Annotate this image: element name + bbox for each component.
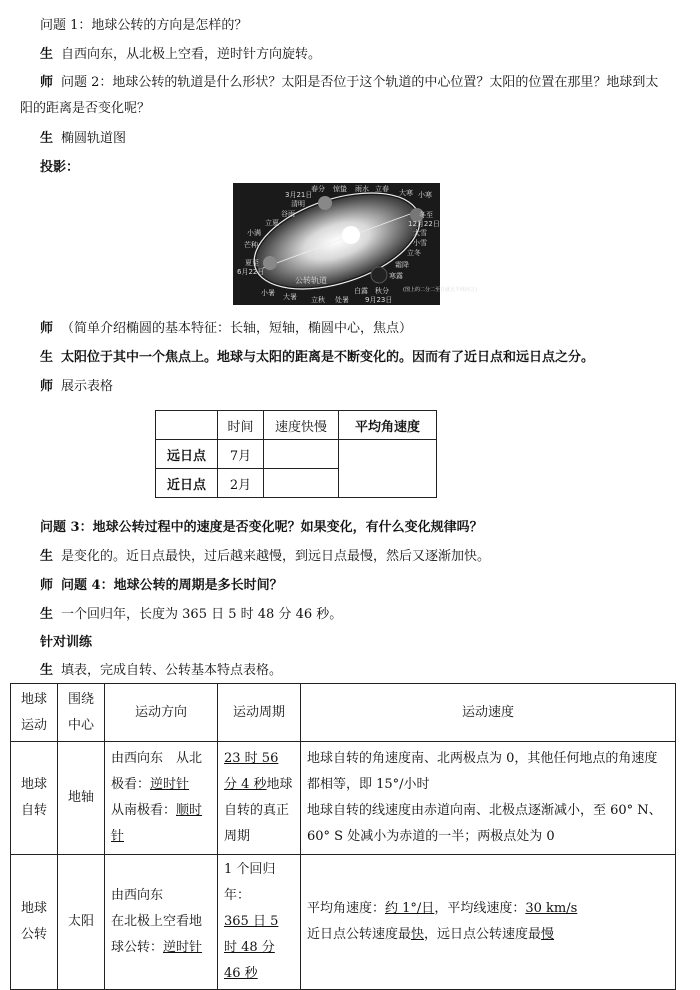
term-label: 清明 bbox=[291, 200, 305, 208]
student-answer-6 bbox=[40, 662, 282, 680]
student-answer-3 bbox=[40, 349, 594, 367]
term-label: 谷雨 bbox=[281, 210, 295, 218]
table-cell: 7月 bbox=[218, 440, 264, 469]
instruction-text: 展示表格 bbox=[61, 379, 114, 394]
direction-text: 由西向东 bbox=[111, 888, 164, 903]
period-answer: 365 日 5 时 48 分 46 秒 bbox=[224, 914, 279, 981]
student-answer-4 bbox=[40, 548, 490, 566]
term-label: 小满 bbox=[247, 229, 261, 237]
table-header-cell bbox=[156, 411, 218, 440]
role-label: 生 bbox=[40, 607, 54, 622]
direction-answer: 逆时针 bbox=[150, 777, 190, 792]
role-label: 师 bbox=[40, 321, 54, 336]
speed-line bbox=[307, 922, 669, 948]
table-cell: 地轴 bbox=[58, 742, 105, 855]
period-text: 地球自转的真正周期 bbox=[224, 777, 293, 844]
table-cell bbox=[339, 440, 437, 498]
term-label: 大雪 bbox=[413, 229, 427, 237]
student-answer-1 bbox=[40, 46, 321, 64]
speed-text: ，平均线速度： bbox=[434, 901, 526, 916]
question-text: 问题 4：地球公转的周期是多长时间？ bbox=[61, 578, 283, 593]
student-answer-5 bbox=[40, 606, 342, 624]
orbit-label: 公转轨道 bbox=[295, 276, 327, 285]
direction-text: 在北极上空看地球公转： bbox=[111, 914, 203, 955]
diagram-note: (图上的二分二至日就北半球而言) bbox=[403, 287, 477, 293]
answer-text: 是变化的。近日点最快，过后越来越慢，到远日点最慢，然后又逐渐加快。 bbox=[61, 549, 491, 564]
term-label: 3月21日 bbox=[285, 191, 313, 199]
table-cell: 近日点 bbox=[156, 469, 218, 498]
projection-label: 投影： bbox=[40, 160, 80, 175]
table-cell bbox=[105, 855, 218, 990]
term-label: 小暑 bbox=[261, 289, 275, 297]
term-label: 立冬 bbox=[407, 249, 421, 257]
table-header-cell: 运动速度 bbox=[301, 684, 676, 742]
table-cell: 太阳 bbox=[58, 855, 105, 990]
teacher-note bbox=[40, 320, 412, 338]
speed-answer: 快 bbox=[411, 927, 425, 942]
role-label: 生 bbox=[40, 131, 54, 146]
table-cell bbox=[218, 855, 301, 990]
term-label: 12月22日 bbox=[408, 220, 440, 228]
direction-text: 从南极看： bbox=[111, 803, 177, 818]
speed-answer: 约 1°/日 bbox=[385, 901, 435, 916]
perihelion-table bbox=[155, 410, 437, 498]
teacher-show-table bbox=[40, 378, 113, 396]
table-header-cell: 时间 bbox=[218, 411, 264, 440]
rotation-revolution-table bbox=[10, 683, 676, 990]
period-text: 1 个回归年： bbox=[224, 862, 276, 903]
table-header-cell: 平均角速度 bbox=[339, 411, 437, 440]
direction-text: 由西向东 从北极看： bbox=[111, 751, 203, 792]
speed-answer: 30 km/s bbox=[525, 901, 578, 916]
table-cell bbox=[301, 855, 676, 990]
term-label: 9月23日 bbox=[365, 296, 393, 304]
answer-text: 太阳位于其中一个焦点上。地球与太阳的距离是不断变化的。因而有了近日点和远日点之分。 bbox=[61, 350, 595, 365]
period-answer: 23 时 56 分 4 秒 bbox=[224, 751, 279, 792]
table-header-cell: 地球运动 bbox=[11, 684, 58, 742]
table-cell: 远日点 bbox=[156, 440, 218, 469]
speed-answer: 慢 bbox=[541, 927, 555, 942]
term-label: 白露 bbox=[354, 287, 368, 295]
table-header-cell: 围绕中心 bbox=[58, 684, 105, 742]
term-label: 大暑 bbox=[283, 293, 297, 301]
term-label: 春分 bbox=[311, 185, 325, 193]
direction-answer: 顺时针 bbox=[111, 803, 203, 844]
term-label: 立秋 bbox=[311, 296, 325, 304]
table-cell bbox=[218, 742, 301, 855]
practice-title: 针对训练 bbox=[40, 635, 93, 650]
speed-text: 地球自转的角速度南、北两极点为 0，其他任何地点的角速度都相等，即 15°/小时 bbox=[307, 751, 658, 792]
note-text: （简单介绍椭圆的基本特征：长轴，短轴，椭圆中心，焦点） bbox=[61, 321, 413, 336]
table-header-cell: 运动周期 bbox=[218, 684, 301, 742]
table-cell bbox=[105, 742, 218, 855]
role-label: 生 bbox=[40, 549, 54, 564]
role-label: 生 bbox=[40, 47, 54, 62]
term-label: 寒露 bbox=[389, 272, 403, 280]
teacher-question-2 bbox=[20, 70, 660, 122]
table-cell bbox=[264, 469, 339, 498]
term-label: 芒种 bbox=[244, 241, 258, 249]
role-label: 师 bbox=[40, 578, 54, 593]
term-label: 夏至 bbox=[245, 259, 259, 267]
term-label: 大寒 bbox=[399, 189, 413, 197]
table-cell: 地球公转 bbox=[11, 855, 58, 990]
direction-answer: 逆时针 bbox=[163, 940, 203, 955]
speed-line bbox=[307, 896, 669, 922]
answer-text: 椭圆轨道图 bbox=[61, 131, 127, 146]
term-label: 霜降 bbox=[395, 261, 409, 269]
table-header-cell: 运动方向 bbox=[105, 684, 218, 742]
term-label: 秋分 bbox=[375, 287, 389, 295]
term-label: 小雪 bbox=[413, 239, 427, 247]
role-label: 生 bbox=[40, 663, 54, 678]
answer-text: 自西向东，从北极上空看，逆时针方向旋转。 bbox=[61, 47, 322, 62]
student-answer-2 bbox=[40, 130, 126, 148]
term-label: 6月22日 bbox=[237, 268, 265, 276]
orbit-diagram bbox=[233, 183, 477, 305]
orbit-diagram-image bbox=[233, 183, 477, 305]
term-label: 处暑 bbox=[335, 296, 349, 304]
term-label: 立夏 bbox=[265, 219, 279, 227]
speed-text: 平均角速度： bbox=[307, 901, 386, 916]
role-label: 师 bbox=[40, 75, 54, 90]
question-3: 问题 3：地球公转过程中的速度是否变化呢？如果变化，有什么变化规律吗？ bbox=[40, 520, 483, 535]
term-label: 惊蛰 bbox=[333, 185, 347, 193]
speed-text: 近日点公转速度最 bbox=[307, 927, 412, 942]
role-label: 生 bbox=[40, 350, 54, 365]
speed-text: 地球自转的线速度由赤道向南、北极点逐渐减小，至 60° N、60° S 处减小为赤道的一半；两极点处为 0 bbox=[307, 803, 662, 844]
table-cell bbox=[301, 742, 676, 855]
question-text: 问题 2：地球公转的轨道是什么形状？太阳是否位于这个轨道的中心位置？太阳的位置在那里？地球到太阳的距离是否变化呢？ bbox=[20, 75, 659, 116]
term-label: 小寒 bbox=[418, 191, 432, 199]
term-label: 雨水 bbox=[355, 185, 369, 193]
term-label: 立春 bbox=[375, 185, 389, 193]
table-header-cell: 速度快慢 bbox=[264, 411, 339, 440]
answer-text: 一个回归年，长度为 365 日 5 时 48 分 46 秒。 bbox=[61, 607, 343, 622]
question-1: 问题 1：地球公转的方向是怎样的？ bbox=[40, 18, 248, 33]
table-cell: 地球自转 bbox=[11, 742, 58, 855]
table-cell: 2月 bbox=[218, 469, 264, 498]
role-label: 师 bbox=[40, 379, 54, 394]
table-cell bbox=[264, 440, 339, 469]
answer-text: 填表，完成自转、公转基本特点表格。 bbox=[61, 663, 283, 678]
term-label: 冬至 bbox=[419, 211, 433, 219]
speed-text: ，远日点公转速度最 bbox=[424, 927, 542, 942]
teacher-question-4 bbox=[40, 577, 283, 595]
